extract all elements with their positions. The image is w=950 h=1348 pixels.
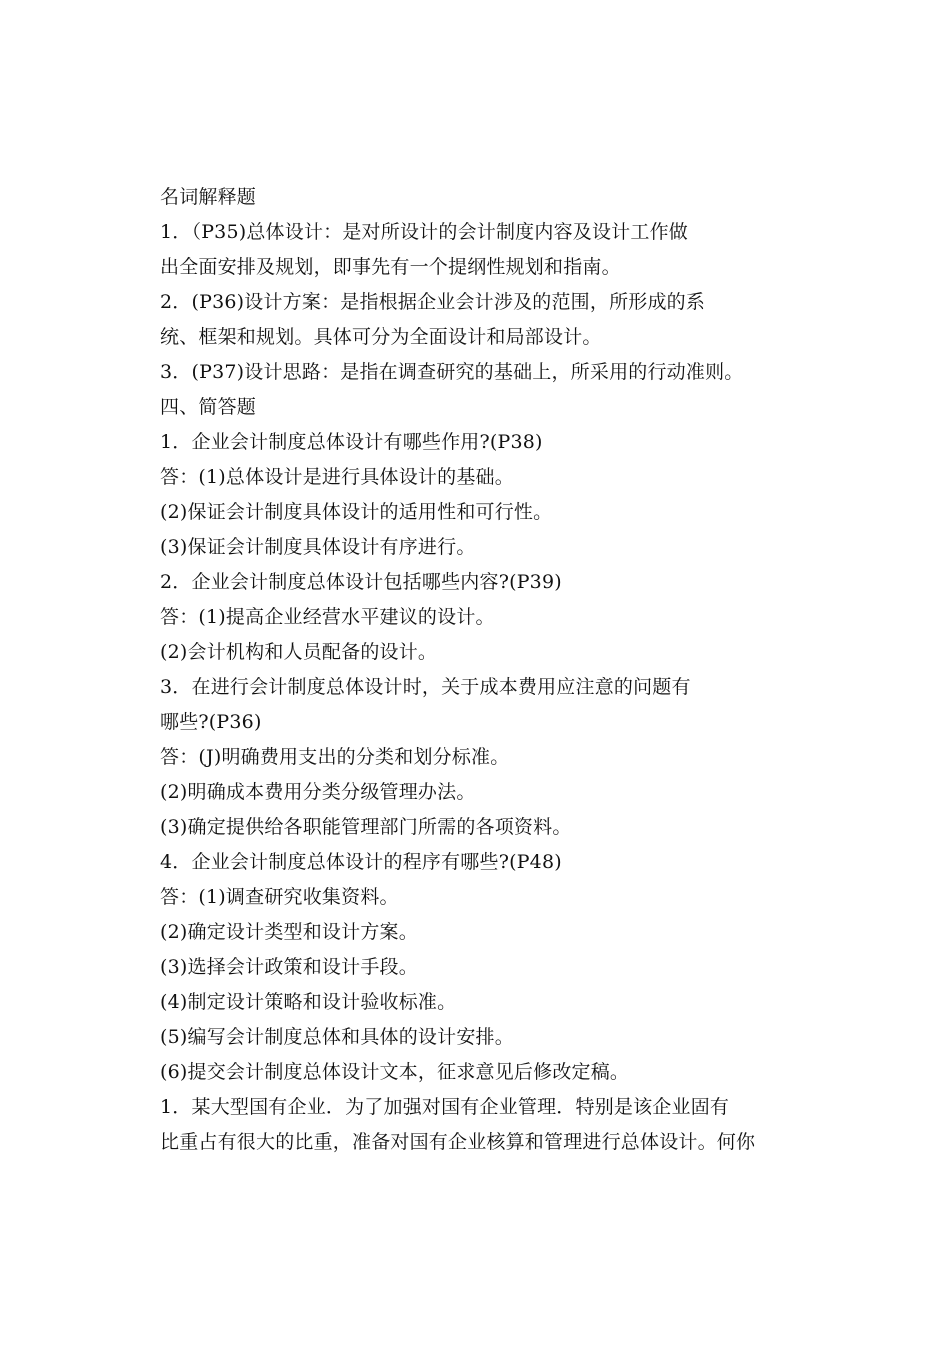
question-line: 哪些?(P36)	[160, 711, 262, 733]
answer-line: 答：(1)总体设计是进行具体设计的基础。	[160, 466, 514, 488]
paragraph-line: 统、框架和规划。具体可分为全面设计和局部设计。	[160, 326, 602, 348]
answer-line: 答：(1)提高企业经营水平建议的设计。	[160, 606, 495, 628]
question-line: 2．企业会计制度总体设计包括哪些内容?(P39)	[160, 571, 562, 593]
answer-line: (3)选择会计政策和设计手段。	[160, 956, 418, 978]
answer-line: (2)保证会计制度具体设计的适用性和可行性。	[160, 501, 553, 523]
question-line: 3．在进行会计制度总体设计时，关于成本费用应注意的问题有	[160, 676, 691, 698]
answer-line: (3)保证会计制度具体设计有序进行。	[160, 536, 476, 558]
section-heading-short-answer: 四、简答题	[160, 396, 257, 418]
answer-line: (3)确定提供给各职能管理部门所需的各项资料。	[160, 816, 572, 838]
answer-line: (4)制定设计策略和设计验收标准。	[160, 991, 457, 1013]
paragraph-line: 2．(P36)设计方案：是指根据企业会计涉及的范围，所形成的系	[160, 291, 706, 313]
case-question-line: 1．某大型国有企业．为了加强对国有企业管理．特别是该企业固有	[160, 1096, 730, 1118]
case-question-line: 比重占有很大的比重，准备对国有企业核算和管理进行总体设计。何你	[160, 1131, 756, 1153]
answer-line: (2)确定设计类型和设计方案。	[160, 921, 418, 943]
answer-line: (2)明确成本费用分类分级管理办法。	[160, 781, 476, 803]
document-body	[160, 180, 800, 1160]
paragraph-line: 3．(P37)设计思路：是指在调查研究的基础上，所采用的行动准则。	[160, 361, 744, 383]
question-line: 4．企业会计制度总体设计的程序有哪些?(P48)	[160, 851, 562, 873]
answer-line: 答：(J)明确费用支出的分类和划分标准。	[160, 746, 510, 768]
answer-line: 答：(1)调查研究收集资料。	[160, 886, 399, 908]
answer-line: (2)会计机构和人员配备的设计。	[160, 641, 438, 663]
paragraph-line: 1．（P35)总体设计：是对所设计的会计制度内容及设计工作做	[160, 221, 688, 243]
paragraph-line: 出全面安排及规划，即事先有一个提纲性规划和指南。	[160, 256, 621, 278]
answer-line: (6)提交会计制度总体设计文本，征求意见后修改定稿。	[160, 1061, 630, 1083]
section-heading-term-definitions: 名词解释题	[160, 186, 257, 208]
answer-line: (5)编写会计制度总体和具体的设计安排。	[160, 1026, 514, 1048]
question-line: 1．企业会计制度总体设计有哪些作用?(P38)	[160, 431, 543, 453]
